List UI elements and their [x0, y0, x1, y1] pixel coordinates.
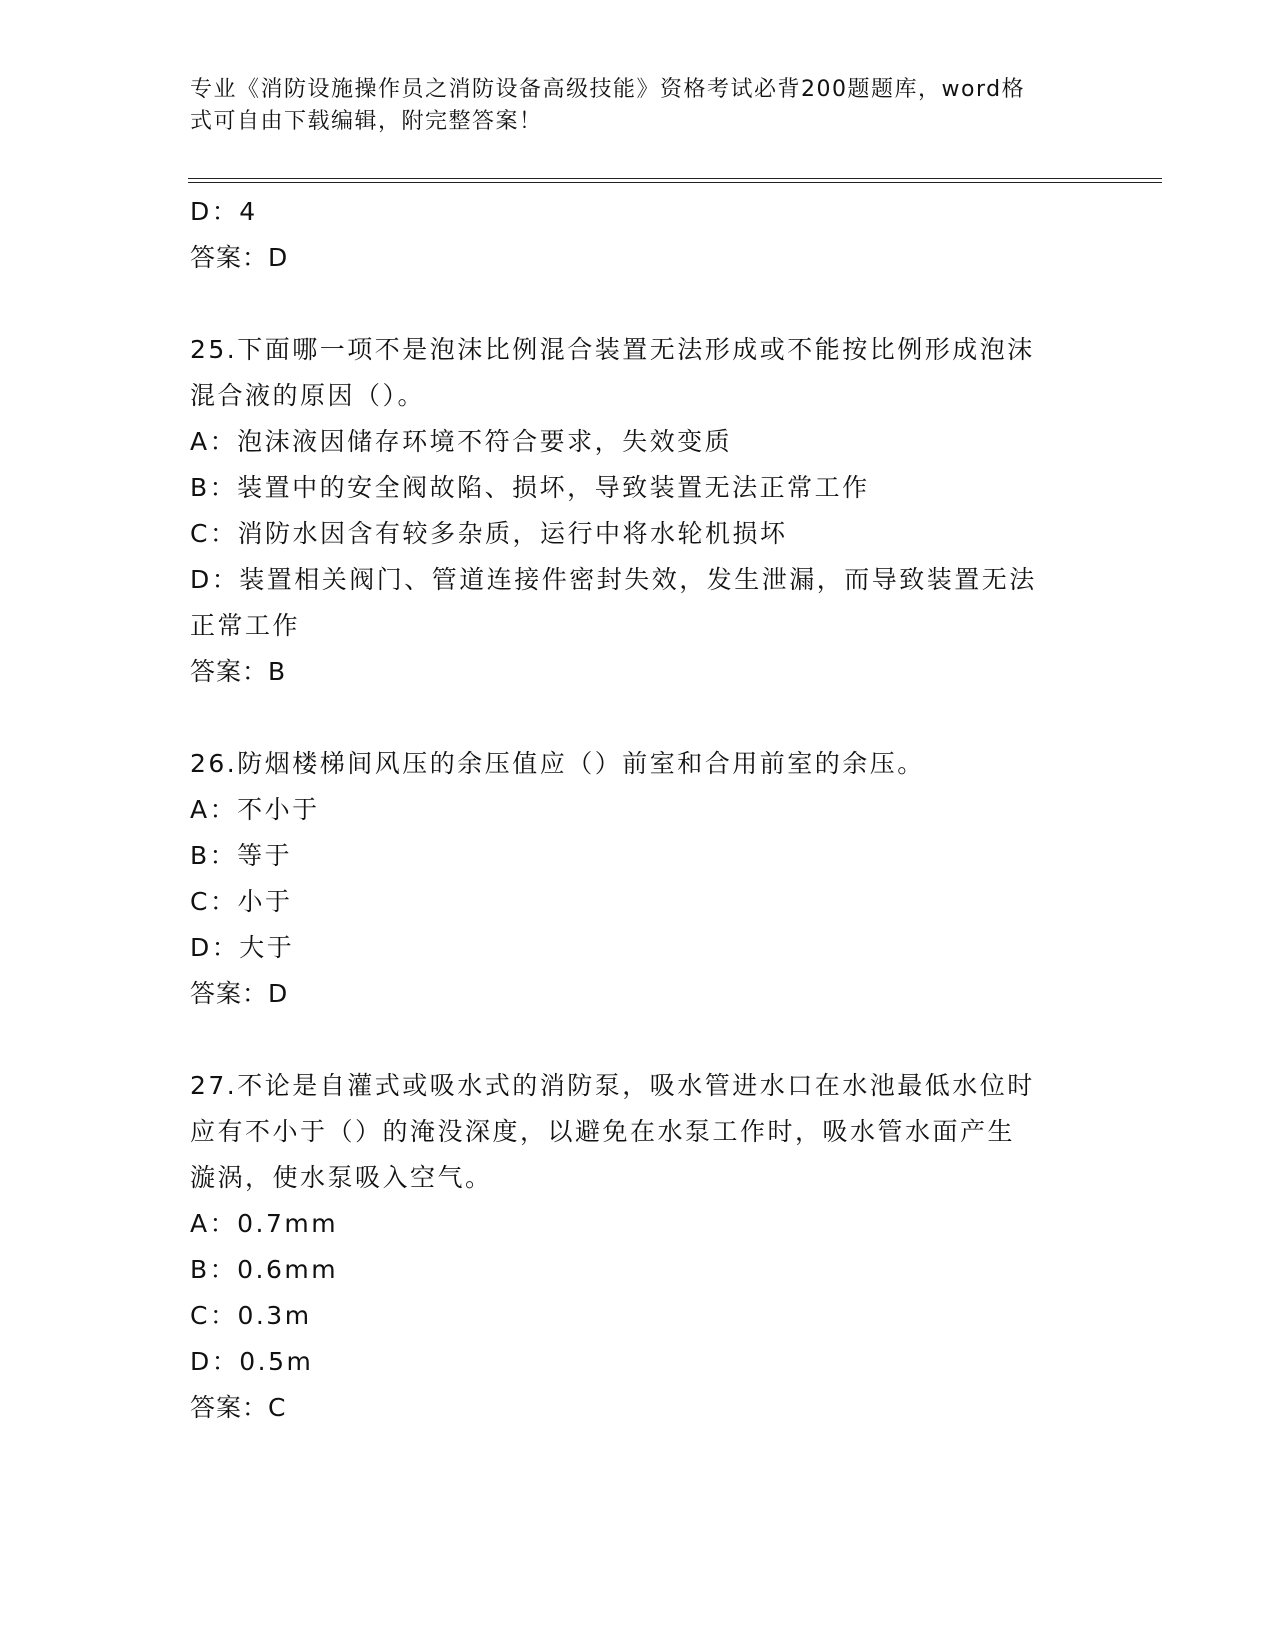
question-stem-line: 26.防烟楼梯间风压的余压值应（）前室和合用前室的余压。 — [190, 749, 925, 778]
question-stem-line: 混合液的原因（）。 — [190, 381, 426, 410]
option-d: D：大于 — [190, 933, 295, 962]
option-d: D：0.5m — [190, 1347, 314, 1376]
spacer — [190, 1017, 1090, 1063]
document-header — [190, 74, 1070, 138]
question-27 — [190, 1063, 1090, 1431]
answer: 答案：C — [190, 1393, 287, 1422]
option-d: D：装置相关阀门、管道连接件密封失效，发生泄漏，而导致装置无法 — [190, 565, 1037, 594]
option-c: C：0.3m — [190, 1301, 312, 1330]
option-a: A：不小于 — [190, 795, 320, 824]
option-d-continued: 正常工作 — [190, 611, 301, 640]
question-25 — [190, 327, 1090, 695]
carryover-option-d: D：4 — [190, 197, 258, 226]
option-b: B：0.6mm — [190, 1255, 339, 1284]
option-b: B：装置中的安全阀故陷、损坏，导致装置无法正常工作 — [190, 473, 870, 502]
spacer — [190, 695, 1090, 741]
option-c: C：消防水因含有较多杂质，运行中将水轮机损坏 — [190, 519, 788, 548]
question-stem-line: 应有不小于（）的淹没深度，以避免在水泵工作时，吸水管水面产生 — [190, 1117, 1016, 1146]
answer: 答案：B — [190, 657, 287, 686]
question-content — [190, 189, 1090, 1431]
question-26 — [190, 741, 1090, 1017]
header-double-rule — [188, 178, 1162, 183]
option-a: A：泡沫液因储存环境不符合要求，失效变质 — [190, 427, 733, 456]
question-stem-line: 漩涡，使水泵吸入空气。 — [190, 1163, 493, 1192]
spacer — [190, 281, 1090, 327]
option-b: B：等于 — [190, 841, 293, 870]
header-line-1: 专业《消防设施操作员之消防设备高级技能》资格考试必背200题题库，word格 — [190, 77, 1026, 102]
question-stem-line: 25.下面哪一项不是泡沫比例混合装置无法形成或不能按比例形成泡沫 — [190, 335, 1035, 364]
carryover-answer: 答案：D — [190, 243, 289, 272]
option-a: A：0.7mm — [190, 1209, 339, 1238]
question-stem-line: 27.不论是自灌式或吸水式的消防泵，吸水管进水口在水池最低水位时 — [190, 1071, 1035, 1100]
option-c: C：小于 — [190, 887, 293, 916]
answer: 答案：D — [190, 979, 289, 1008]
header-line-2: 式可自由下载编辑，附完整答案！ — [190, 109, 543, 134]
